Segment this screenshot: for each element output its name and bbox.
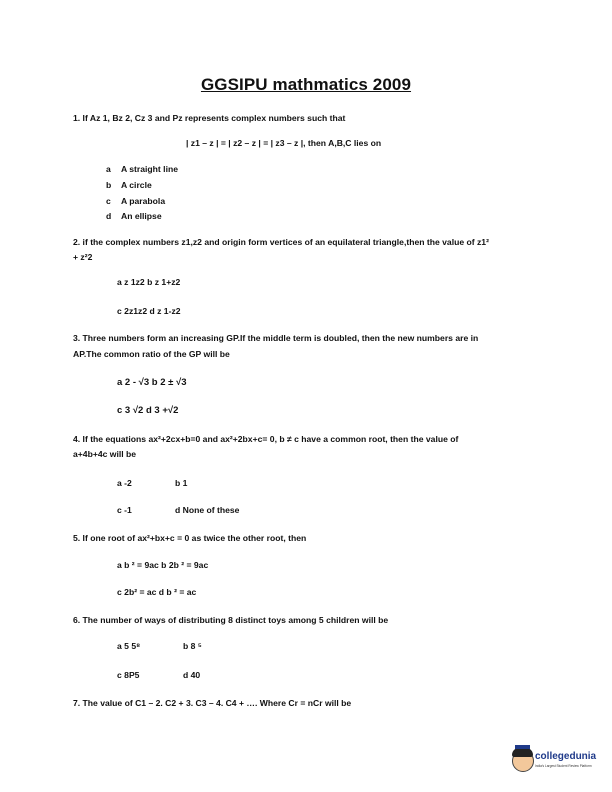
page-title: GGSIPU mathmatics 2009 [200, 75, 412, 94]
option-text: A straight line [121, 164, 178, 174]
collegedunia-logo [512, 748, 604, 778]
logo-mascot-cap [515, 745, 530, 749]
option-letter: a [106, 164, 111, 174]
question-4-option-d: d None of these [175, 505, 240, 515]
question-1-option-d [106, 211, 162, 221]
question-1-text: 1. If Az 1, Bz 2, Cz 3 and Pz represents complex numbers such that [73, 113, 346, 123]
option-text: A circle [121, 180, 152, 190]
question-6-option-b: b 8 ⁵ [183, 641, 202, 651]
question-4-option-c: c -1 [117, 505, 132, 515]
question-3-text-continued: AP.The common ratio of the GP will be [73, 349, 230, 359]
question-5-text: 5. If one root of ax²+bx+c = 0 as twice the other root, then [73, 533, 307, 543]
question-2-options-cd: c 2z1z2 d z 1-z2 [117, 306, 181, 316]
question-1-option-c [106, 196, 165, 206]
logo-tagline: India's Largest Student Review Platform [535, 764, 592, 768]
question-3-text: 3. Three numbers form an increasing GP.If the middle term is doubled, then the new numbers are in [73, 333, 479, 343]
question-6-text: 6. The number of ways of distributing 8 distinct toys among 5 children will be [73, 615, 389, 625]
option-letter: d [106, 211, 112, 221]
question-4-text: 4. If the equations ax²+2cx+b=0 and ax²+2bx+c= 0, b ≠ c have a common root, then the value of [73, 434, 459, 444]
question-1-option-b [106, 180, 152, 190]
question-1-option-a [106, 164, 178, 174]
question-6-option-c: c 8P5 [117, 670, 140, 680]
question-2-text: 2. if the complex numbers z1,z2 and origin form vertices of an equilateral triangle,then the value of z1² [73, 237, 489, 247]
question-6-option-d: d 40 [183, 670, 201, 680]
option-text: An ellipse [121, 211, 162, 221]
question-3-options-cd: c 3 √2 d 3 +√2 [117, 405, 179, 416]
question-4-option-b: b 1 [175, 478, 188, 488]
question-4-option-a: a -2 [117, 478, 132, 488]
question-6-option-a: a 5 5⁸ [117, 641, 141, 651]
question-4-text-continued: a+4b+4c will be [73, 449, 137, 459]
question-1-condition: | z1 – z | = | z2 – z | = | z3 – z |, then A,B,C lies on [186, 138, 382, 148]
question-5-options-cd: c 2b² = ac d b ² = ac [117, 587, 197, 597]
option-text: A parabola [121, 196, 166, 206]
question-5-options-ab: a b ² = 9ac b 2b ² = 9ac [117, 560, 209, 570]
question-3-options-ab: a 2 - √3 b 2 ± √3 [117, 377, 187, 388]
option-letter: c [106, 196, 111, 206]
question-2-options-ab: a z 1z2 b z 1+z2 [117, 277, 181, 287]
question-2-text-continued: + z²2 [73, 252, 93, 262]
logo-mascot-hair [512, 748, 533, 757]
question-7-text: 7. The value of C1 – 2. C2 + 3. C3 – 4. C4 + …. Where Cr = nCr will be [73, 698, 352, 708]
logo-wordmark: collegedunia [535, 751, 597, 762]
option-letter: b [106, 180, 112, 190]
